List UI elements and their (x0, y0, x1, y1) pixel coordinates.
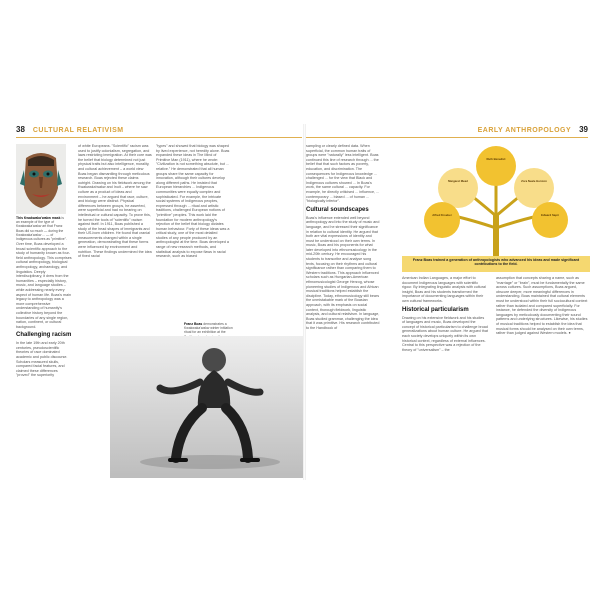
franz-boas-photo (110, 336, 304, 478)
right-col3 (496, 276, 588, 478)
left-col1 (16, 242, 72, 478)
left-page (14, 124, 304, 480)
right-page (306, 124, 590, 480)
right-running-head (478, 124, 588, 136)
heading-challenging-racism: Challenging racism (16, 332, 72, 339)
right-col2-text: American Indian Languages, a major effort to document Indigenous languages with scientific rigour. By integrating linguistic analysis with cultural insight, Boas and his students transformed the importance of documenting languages within their own cultural frameworks. (402, 276, 486, 303)
left-header-rule (16, 137, 302, 138)
label-zora-neale-hurston: Zora Neale Hurston (521, 179, 547, 183)
left-col1-paragraph: Over time, Boas developed a broad scientific approach to the study of humanity known as four-field anthropology. This comprises cultural anthropology, biological anthropology, archaeology, and linguistics. Deeply interdisciplinary, it drew from the humanities – especially history, music, and language studies – while addressing nearly every aspect of human life. Boas's main legacy to anthropology was a more comprehensive understanding of humanity's collective history beyond the boundaries of any single region, nation, continent, or cultural background. (16, 242, 72, 329)
right-col2-after-heading: Drawing on his extensive fieldwork and his studies of languages and music, Boas developed the concept of historical particularism to challenge broad generalizations about human culture. He argued that each society develops uniquely within its own historical context, regardless of external influences. Central to this perspective was a rejection of the theory of "universalism" – the (402, 315, 488, 352)
label-ruth-benedict: Ruth Benedict (486, 157, 506, 161)
students-infographic (402, 144, 590, 272)
right-col2 (402, 276, 488, 478)
right-page-number: 39 (579, 125, 588, 134)
heading-cultural-soundscapes: Cultural soundscapes (306, 206, 369, 213)
boas-caption-text: demonstrates a Kwakwaka'wakw winter initiation ritual for an exhibition at the (184, 322, 233, 335)
label-edward-sapir: Edward Sapir (541, 213, 559, 217)
infographic-caption-bar (402, 256, 590, 272)
right-col1 (306, 144, 380, 478)
node-edward-sapir (532, 202, 568, 238)
right-col1-text: sampling or clearly defined data. When superficial, the common human traits of groups were "naturally" less intelligent. Boas continued this line of research through ... the belief that that such factors as poverty, education, and discrimination. The consequences for Indigenous knowledge ... challenged ... for the view that Black and Indigenous cultures showed ... In Boas's work, the same cultural ... capacity. For example, he directly criticised ... influence, ... contemporary ... biased ... of human ... "biologically inferior". (306, 144, 380, 204)
mask-caption-text: is an example of the type of Kwakwaka'wakw art that Franz Boas did so much — during the Kwakwaka'wakw ... — of Indigenous cultures as "primitive". (16, 216, 67, 242)
right-header-rule (306, 137, 588, 138)
left-page-number: 38 (16, 125, 25, 134)
left-col1-after-heading: In the late 19th and early 20th centuries, pseudoscientific theories of race dominated academic and public discourse. Scholars measured skulls, compared facial features, and claimed these differences "proved" the superiority (16, 341, 68, 378)
left-col3-text: "types" and showed that biology was shaped by lived experience, not heredity alone. Boas expanded these ideas in The Mind of Primitive Man (1911), where he wrote: "Civilization is not something absolute, but ... relative." He demonstrated that all human groups share the same capacity for innovation, although their cultures develop along different paths. He insisted that European hierarchies ... Indigenous communities were equally complex and sophisticated. For example, the intricate social systems of Indigenous peoples, expressed through ... ritual and artistic traditions, challenged European notions of "primitive" peoples. This work laid the foundation for modern anthropology's rejection of the belief that biology dictates human behaviour. Forty of these ideas was a critical study, one of the most detailed studies of any people produced by an anthropologist at the time. Boas developed a range of new research methods, and statistical analysis to expose flaws in racial research, such as biased (156, 144, 230, 259)
left-col2-text: of white Europeans. "Scientific" racism was used to justify colonialism, segregation, and laws restricting immigration. At their core was the belief that biology determined not just physical traits but also intelligence, morality, and cultural achievement – a world view Boas began dismantling through meticulous research. Boas rejected these claims outright. Drawing on his fieldwork among the Kwakwaka'wakw and Inuit – where he saw culture as a product of ideas and environment – he argued that race, culture, and biology were distinct. Physical differences between groups, he asserted, were superficial and had no bearing on intellectual or cultural capacity. To prove this, he turned the tools of "scientific" racism against itself. In 1911, Boas published a study of the head shapes of immigrants and their US-born children. He found that cranial measurements changed within a single generation, demonstrating that these forms were influenced by environment and nutrition. These findings undermined the idea of fixed racial (78, 144, 152, 259)
left-col3 (156, 144, 230, 344)
infographic-caption: Franz Boas trained a generation of anthropologists who advanced his ideas and made significant contributions to the field. (412, 258, 580, 267)
mask-caption (16, 216, 68, 241)
node-zora-neale-hurston (514, 168, 554, 208)
heading-historical-particularism: Historical particularism (402, 306, 469, 313)
left-running-head (16, 124, 124, 136)
node-margaret-mead (438, 168, 478, 208)
right-col3-text: assumption that concepts sharing a name, such as "marriage" or "brain", must be fundamentally the same across cultures. Such assumptions, Boas argued, obscure deeper, more meaningful differences in understanding. Boas maintained that cultural elements must be understood within their full sociocultural context rather than isolated and compared superficially. For instance, he defended the diversity of Indigenous languages by meticulously documenting their sound patterns and underlying structures. Likewise, his studies of musical traditions helped to establish the idea that musical forms should be analysed on their own terms, rather than judged against Western models. ● (496, 276, 588, 336)
left-running-title: CULTURAL RELATIVISM (32, 127, 124, 134)
mask-caption-title: This Kwakwaka'wakw mask (16, 216, 61, 220)
kwakwakawakw-mask-image (16, 144, 66, 214)
mask-illustration (16, 144, 66, 214)
boas-caption-title: Franz Boas (184, 322, 203, 326)
infographic-tree (402, 144, 590, 272)
left-col2 (78, 144, 152, 328)
right-col1-after-heading: Boas's influence extended well beyond anthropology and into the study of music and language, and he stressed their significance in relation to cultural identity. He argued that both are vital expressions of identity and must be understood on their own terms. In music, Boas and his proponents for what later developed into ethnomusicology in the mid-20th century. He encouraged his students to transcribe and analyse song texts, focusing on their rhythms and cultural significance rather than comparing them to Western traditions. This approach influenced scholars such as Hungarian-American ethnomusicologist George Herzog, whose pioneering studies of Indigenous and African musical traditions helped establish the discipline. Today, ethnomusicology still bears the unmistakable mark of the Boasian approach, with its emphasis on social context, thorough fieldwork, linguistic analysis, and cultural relativism. In language, Boas studied grammar, challenging the idea that it was primitive. His research contributed to the Handbook of (306, 215, 380, 330)
node-alfred-kroeber (424, 202, 460, 238)
label-margaret-mead: Margaret Mead (448, 179, 468, 183)
label-alfred-kroeber: Alfred Kroeber (432, 213, 452, 217)
right-running-title: EARLY ANTHROPOLOGY (477, 127, 572, 134)
boas-photo-illustration (110, 336, 304, 478)
node-ruth-benedict (476, 146, 516, 186)
